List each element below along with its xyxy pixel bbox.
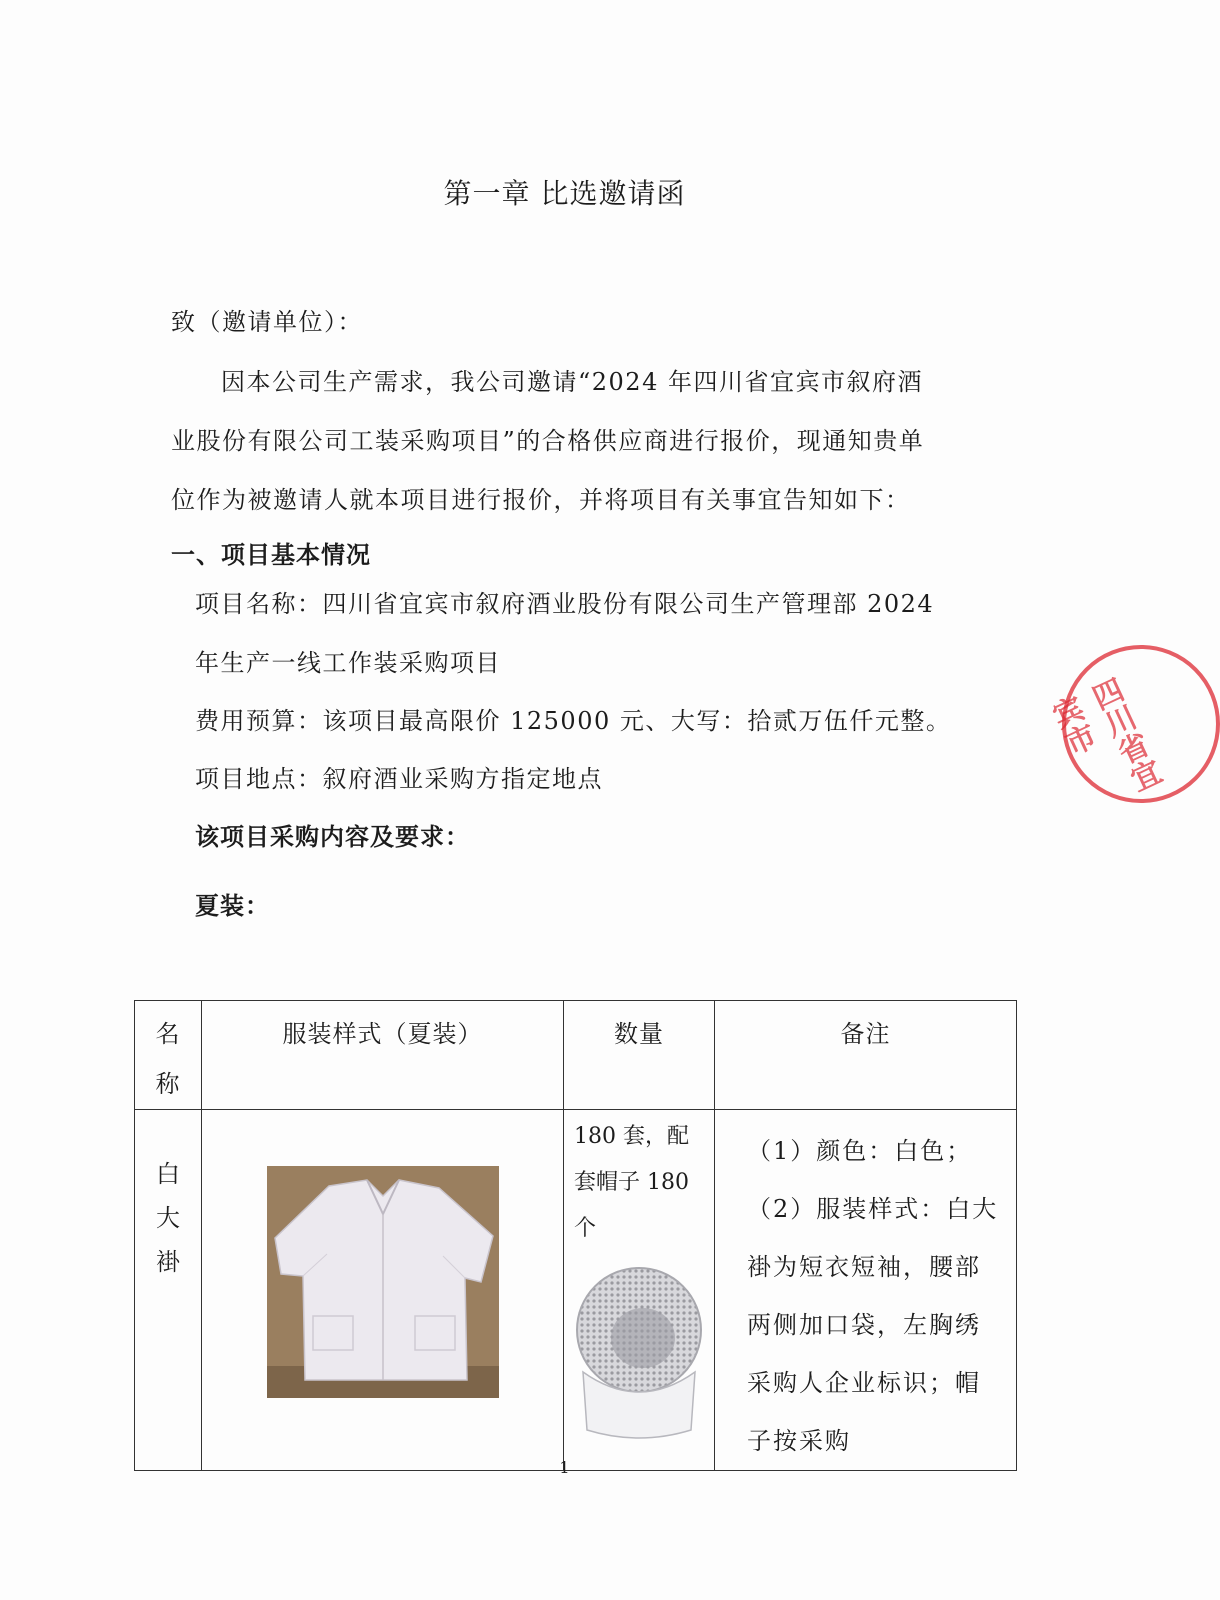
header-quantity-label: 数量 xyxy=(614,1020,664,1048)
project-name-line: 项目名称：四川省宜宾市叙府酒业股份有限公司生产管理部 2024 xyxy=(195,590,935,618)
header-style xyxy=(202,1001,564,1110)
seal-text: 四川省宜宾市 xyxy=(1042,673,1165,798)
page-number: 1 xyxy=(559,1458,570,1477)
header-remarks xyxy=(715,1001,1017,1110)
cap-photo xyxy=(573,1262,705,1442)
section-heading: 一、项目基本情况 xyxy=(171,541,371,569)
table-row xyxy=(135,1110,1017,1471)
header-quantity xyxy=(564,1001,715,1110)
summer-heading: 夏装： xyxy=(195,892,270,920)
white-coat-photo xyxy=(267,1166,499,1398)
header-remarks-label: 备注 xyxy=(840,1020,891,1048)
project-name-line: 年生产一线工作装采购项目 xyxy=(195,649,501,677)
intro-line: 因本公司生产需求，我公司邀请“2024 年四川省宜宾市叙府酒 xyxy=(221,368,923,396)
item-remarks-cell xyxy=(715,1110,1017,1471)
white-coat-image xyxy=(267,1166,499,1398)
header-name xyxy=(135,1001,202,1110)
item-quantity: 180 套，配套帽子 180 个 xyxy=(574,1124,689,1241)
item-style-cell xyxy=(202,1110,564,1471)
item-quantity-cell xyxy=(564,1110,715,1471)
intro-line: 业股份有限公司工装采购项目”的合格供应商进行报价，现通知贵单 xyxy=(171,427,925,455)
company-seal xyxy=(1042,645,1220,803)
header-style-label: 服装样式（夏装） xyxy=(282,1020,483,1048)
page-title: 第一章 比选邀请函 xyxy=(443,177,686,210)
intro-line: 位作为被邀请人就本项目进行报价，并将项目有关事宜告知如下： xyxy=(171,486,911,514)
procurement-table xyxy=(134,1000,1017,1471)
requirements-heading: 该项目采购内容及要求： xyxy=(195,823,470,851)
table-header-row xyxy=(135,1001,1017,1110)
salutation: 致（邀请单位）： xyxy=(171,308,363,336)
mesh-cap-image xyxy=(573,1262,705,1442)
item-name: 白大褂 xyxy=(156,1160,180,1276)
header-name-label: 名称 xyxy=(155,1020,181,1098)
item-remarks: （1）颜色：白色；（2）服装样式：白大褂为短衣短袖，腰部两侧加口袋，左胸绣采购人企业标识；帽子按采购 xyxy=(747,1137,999,1455)
item-name-cell xyxy=(135,1110,202,1471)
budget-line: 费用预算：该项目最高限价 125000 元、大写：拾贰万伍仟元整。 xyxy=(195,707,952,735)
location-line: 项目地点：叙府酒业采购方指定地点 xyxy=(195,765,603,793)
